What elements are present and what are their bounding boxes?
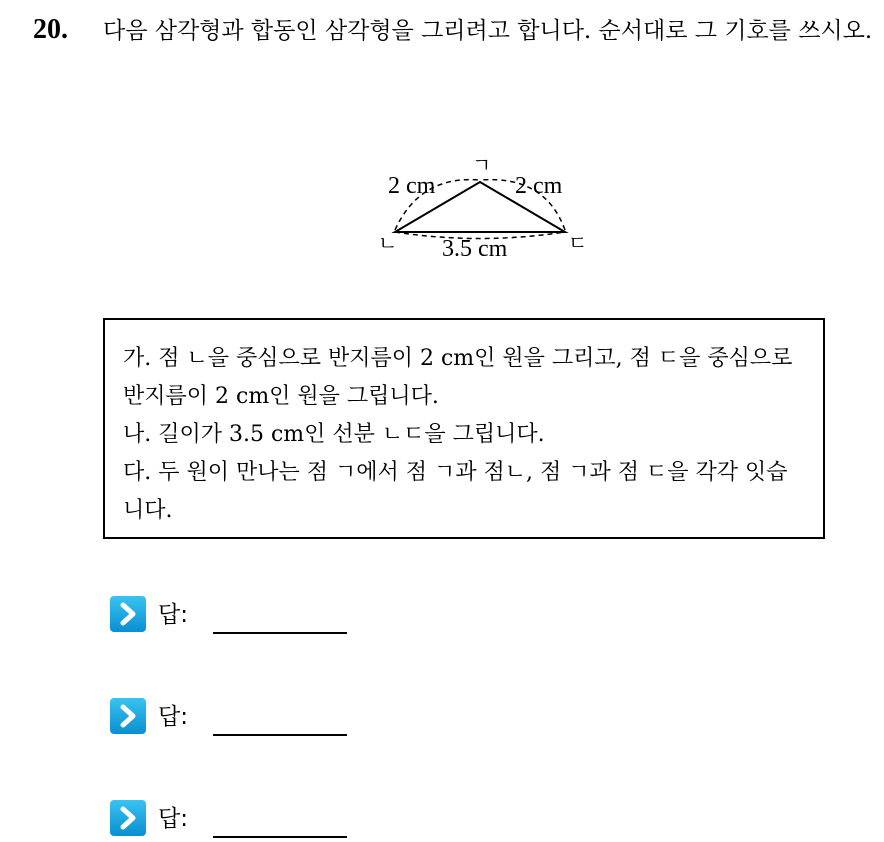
chevron-right-icon xyxy=(110,800,146,836)
question-number: 20. xyxy=(33,14,68,45)
chevron-right-icon xyxy=(110,596,146,632)
answer-row xyxy=(110,800,370,842)
answer-row xyxy=(110,596,370,638)
step-da: 다. 두 원이 만나는 점 ㄱ에서 점 ㄱ과 점ㄴ, 점 ㄱ과 점 ㄷ을 각각 잇습니다. xyxy=(123,460,788,523)
construction-steps-box xyxy=(103,318,825,539)
vertex-label-top: ㄱ xyxy=(472,153,492,177)
side-label-right: 2 cm xyxy=(515,173,563,199)
answer-label: 답: xyxy=(158,704,188,730)
step-ga: 가. 점 ㄴ을 중심으로 반지름이 2 cm인 원을 그리고, 점 ㄷ을 중심으로 반지름이 2 cm인 원을 그립니다. xyxy=(123,346,793,409)
answer-label: 답: xyxy=(158,806,188,832)
answer-blank[interactable] xyxy=(213,836,347,838)
answer-label: 답: xyxy=(158,602,188,628)
chevron-right-icon xyxy=(110,698,146,734)
vertex-label-right: ㄷ xyxy=(568,231,588,255)
side-label-left: 2 cm xyxy=(388,173,436,199)
side-label-base: 3.5 cm xyxy=(442,236,508,262)
triangle-figure xyxy=(370,150,610,265)
step-na: 나. 길이가 3.5 cm인 선분 ㄴㄷ을 그립니다. xyxy=(123,422,545,447)
vertex-label-left: ㄴ xyxy=(378,231,398,255)
answer-row xyxy=(110,698,370,740)
answer-blank[interactable] xyxy=(213,734,347,736)
question-text: 다음 삼각형과 합동인 삼각형을 그리려고 합니다. 순서대로 그 기호를 쓰시오. xyxy=(103,18,873,44)
answer-blank[interactable] xyxy=(213,632,347,634)
